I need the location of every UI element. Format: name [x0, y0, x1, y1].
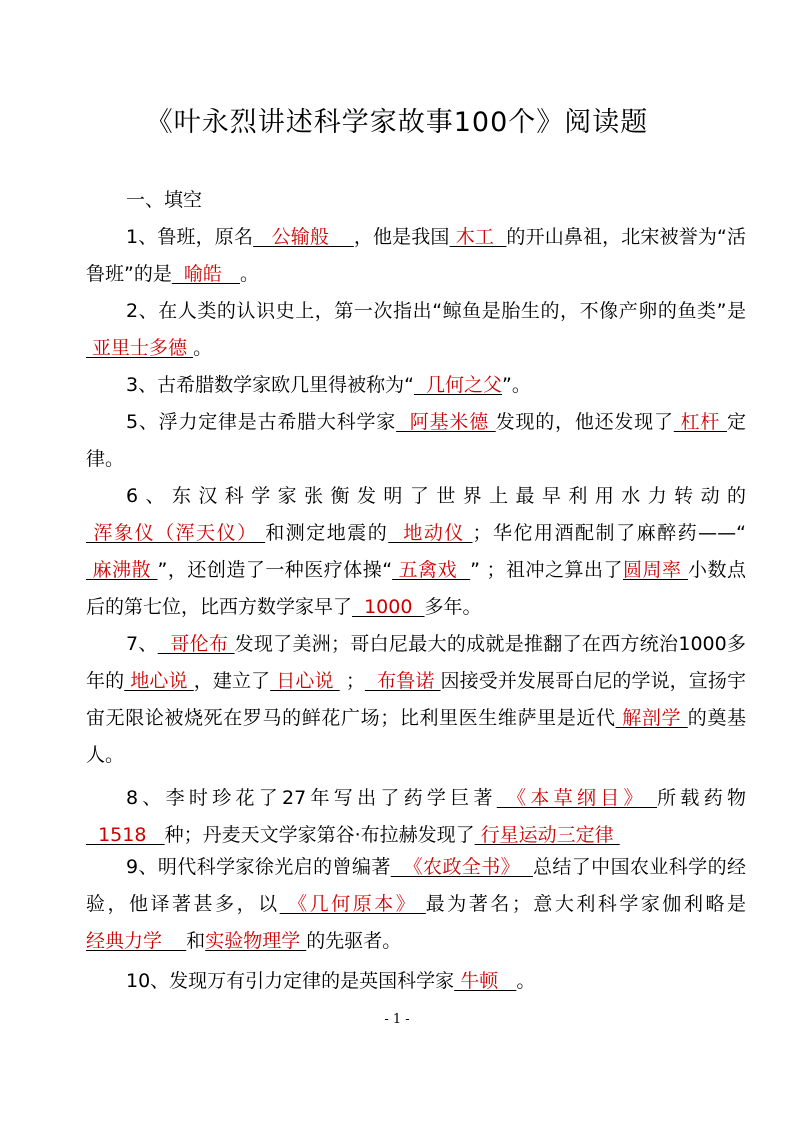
answer: 圆周率	[622, 559, 688, 581]
page-title: 《叶永烈讲述科学家故事100个》阅读题	[145, 107, 649, 138]
question-5: 5、浮力定律是古希腊大科学家 阿基米德 发现的，他还发现了 杠杆 定律。	[86, 411, 746, 470]
answer: 几何之父	[413, 374, 503, 396]
answer: 1000	[352, 596, 425, 618]
answer: 《农政全书》	[390, 856, 533, 878]
answer: 杠杆	[680, 411, 727, 433]
question-3: 3、古希腊数学家欧几里得被称为“ 几何之父”。	[126, 374, 531, 396]
section-heading: 一、填空	[126, 189, 203, 211]
answer: 亚里士多德	[86, 337, 194, 359]
page-number: - 1 -	[384, 1012, 410, 1027]
answer: 木工	[449, 226, 507, 248]
answer: 浑象仪（浑天仪）	[86, 522, 266, 544]
answer: 阿基米德	[396, 411, 496, 433]
question-7: 7、 哥伦布 发现了美洲；哥白尼最大的成就是推翻了在西方统治1000多年的 地心说 ，建立了 日心说 ； 布鲁诺 因接受并发展哥白尼的学说，宣扬宇宙无限论被烧死在罗马的鲜花广场；比利里医生维萨里是近代 解剖学 的奠基人。	[86, 633, 746, 766]
question-10: 10、发现万有引力定律的是英国科学家 牛顿 。	[126, 970, 536, 992]
answer: 地动仪	[388, 522, 473, 544]
answer: 解剖学	[615, 707, 688, 729]
answer: 《本草纲目》	[496, 787, 658, 809]
question-9: 9、明代科学家徐光启的曾编著 《农政全书》 总结了中国农业科学的经验，他译著甚多，以 《几何原本》 最为著名；意大利科学家伽利略是经典力学 和实验物理学 的先驱者。	[86, 856, 746, 952]
answer: 喻皓	[171, 263, 241, 285]
answer: 行星运动三定律	[474, 824, 620, 846]
answer: 经典力学	[86, 930, 187, 952]
answer: 日心说	[270, 670, 340, 692]
question-8: 8、李时珍花了27年写出了药学巨著 《本草纲目》 所载药物 1518 种；丹麦天文学家第谷·布拉赫发现了 行星运动三定律	[98, 787, 746, 846]
answer: 牛顿	[454, 970, 517, 992]
answer: 哥伦布	[157, 633, 235, 655]
answer: 麻沸散	[86, 559, 158, 581]
question-6: 6、东汉科学家张衡发明了世界上最早利用水力转动的 浑象仪（浑天仪） 和测定地震的 地动仪 ；华佗用酒配制了麻醉药——“ 麻沸散 ”，还创造了一种医疗体操“ 五禽戏 ” ；祖冲之算出了圆周率 小数点后的第七位，比西方数学家早了 1000 多年。	[86, 485, 746, 618]
answer: 1518	[98, 824, 165, 846]
answer: 《几何原本》	[279, 893, 426, 915]
question-2: 2、在人类的认识史上，第一次指出“鲸鱼是胎生的，不像产卵的鱼类”是 亚里士多德 。	[86, 300, 746, 359]
answer: 地心说	[124, 670, 194, 692]
answer: 实验物理学	[205, 930, 307, 952]
answer: 五禽戏	[392, 559, 471, 581]
answer: 公输般	[253, 226, 354, 248]
question-1: 1、鲁班，原名 公输般 ，他是我国 木工 的开山鼻祖，北宋被誉为“活鲁班”的是 喻皓 。	[86, 226, 746, 285]
answer: 布鲁诺	[364, 670, 441, 692]
